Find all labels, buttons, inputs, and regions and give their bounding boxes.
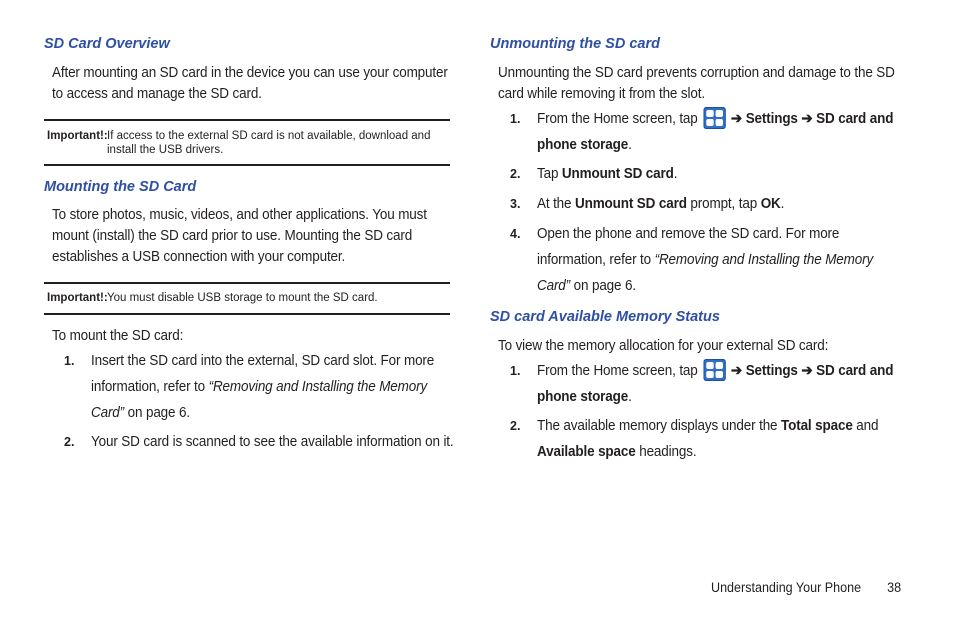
cross-reference: “Removing and Installing the Memory Card” <box>91 379 428 421</box>
sd-card-overview-heading: SD Card Overview <box>44 36 170 52</box>
step-text: Your SD card is scanned to see the available information on it. <box>91 434 454 450</box>
step-text: From the Home screen, tap ➔ Settings ➔ SD card and phone storage. <box>537 358 902 410</box>
step-text: Insert the SD card into the external, SD card slot. For more information, refer to “Removing and Installing the Memory Card” on page 6. <box>91 353 435 421</box>
mounting-sd-card-heading: Mounting the SD Card <box>44 179 197 195</box>
step-number: 2. <box>64 435 75 449</box>
step-number: 1. <box>510 364 521 378</box>
available-memory-body: To view the memory allocation for your external SD card: <box>498 338 829 354</box>
important-note-usb-drivers <box>44 119 450 166</box>
page-number: 38 <box>887 580 902 595</box>
step-number: 1. <box>510 112 521 126</box>
step-text: The available memory displays under the Total space and Available space headings. <box>537 418 879 460</box>
footer-section-title: Understanding Your Phone <box>711 580 862 595</box>
to-mount-intro: To mount the SD card: <box>52 328 184 344</box>
important-text: You must disable USB storage to mount the SD card. <box>107 292 378 304</box>
apps-grid-icon <box>703 359 725 381</box>
step-number: 2. <box>510 419 521 433</box>
available-memory-heading: SD card Available Memory Status <box>490 309 720 325</box>
unmounting-body: Unmounting the SD card prevents corruption and damage to the SD card while removing it from the slot. <box>498 65 895 102</box>
step-number: 2. <box>510 167 521 181</box>
step-text: Open the phone and remove the SD card. For more information, refer to “Removing and Installing the Memory Card” on page 6. <box>537 226 874 294</box>
step-text: Tap Unmount SD card. <box>537 166 678 182</box>
unmounting-heading: Unmounting the SD card <box>490 36 660 52</box>
step-number: 3. <box>510 197 521 211</box>
important-label: Important!: <box>47 130 108 142</box>
important-text: If access to the external SD card is not available, download and install the USB drivers. <box>107 130 431 156</box>
step-text: From the Home screen, tap ➔ Settings ➔ SD card and phone storage. <box>537 106 902 158</box>
cross-reference: “Removing and Installing the Memory Card” <box>537 252 874 294</box>
important-note-disable-usb <box>44 282 450 315</box>
sd-card-overview-body: After mounting an SD card in the device you can use your computer to access and manage the SD card. <box>52 65 448 102</box>
step-text: At the Unmount SD card prompt, tap OK. <box>537 196 785 212</box>
important-label: Important!: <box>47 292 108 304</box>
step-number: 1. <box>64 354 75 368</box>
step-number: 4. <box>510 227 521 241</box>
apps-grid-icon <box>703 107 725 129</box>
mounting-sd-card-body: To store photos, music, videos, and other applications. You must mount (install) the SD card prior to use. Mounting the SD card establishes a USB connection with your computer. <box>52 207 427 265</box>
page-footer <box>711 579 901 597</box>
